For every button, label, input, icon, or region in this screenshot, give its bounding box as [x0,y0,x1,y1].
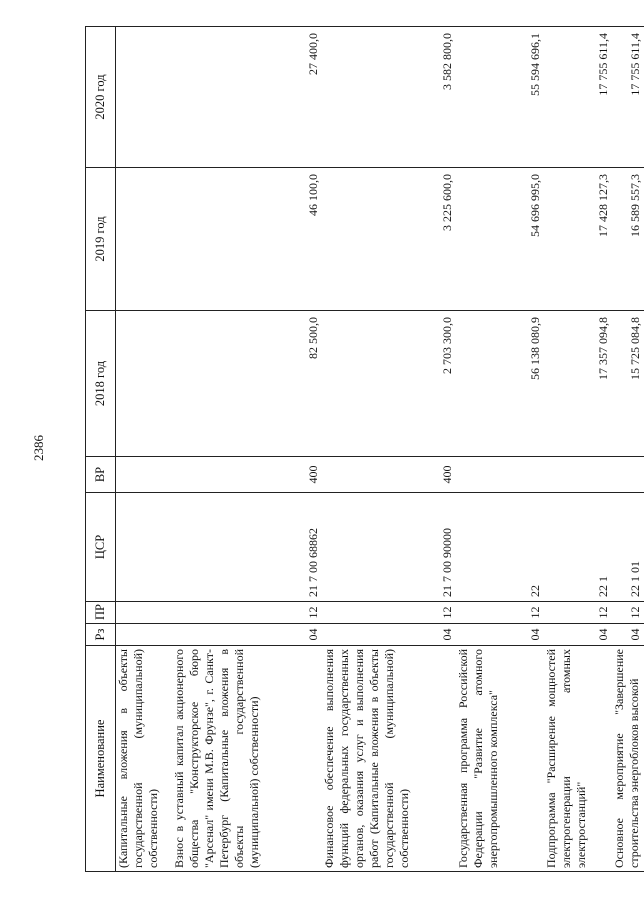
row-2018: 15 725 084,8 [612,311,644,457]
row-vr [456,457,544,493]
row-name: (Капитальные вложения в объекты государственной (муниципальной) собственности) [116,646,172,872]
row-2018: 17 357 094,8 [544,311,612,457]
row-2020 [116,27,172,168]
row-2018: 2 703 300,0 [322,311,456,457]
header-vr: ВР [86,457,116,493]
row-2020: 55 594 696,1 [456,27,544,168]
row-rz: 04 [612,624,644,646]
header-2019: 2019 год [86,168,116,311]
row-2019: 17 428 127,3 [544,168,612,311]
row-csr: 21 7 00 68862 [172,493,322,602]
row-rz: 04 [172,624,322,646]
row-csr [116,493,172,602]
row-2018 [116,311,172,457]
budget-table [85,26,644,872]
page-number: 2386 [31,435,46,461]
row-csr: 22 1 [544,493,612,602]
row-rz: 04 [322,624,456,646]
header-2018: 2018 год [86,311,116,457]
row-2019: 54 696 995,0 [456,168,544,311]
rotated-page-content [85,27,642,872]
row-csr: 22 1 01 [612,493,644,602]
row-2019: 3 225 600,0 [322,168,456,311]
row-2020: 17 755 611,4 [612,27,644,168]
row-2020: 17 755 611,4 [544,27,612,168]
row-2019: 46 100,0 [172,168,322,311]
row-rz [116,624,172,646]
row-2019 [116,168,172,311]
row-name: Взнос в уставный капитал акционерного общества "Конструкторское бюро "Арсенал" имени М.В. Фрунзе", г. Санкт-Петербург (Капитальные вложения в объекты государственной (муниципальной) собственности) [172,646,322,872]
row-rz: 04 [544,624,612,646]
row-rz: 04 [456,624,544,646]
row-name: Государственная программа Российской Федерации "Развитие атомного энергопромышленного комплекса" [456,646,544,872]
header-name: Наименование [86,646,116,872]
row-2020: 27 400,0 [172,27,322,168]
row-2020: 3 582 800,0 [322,27,456,168]
row-2018: 56 138 080,9 [456,311,544,457]
row-pr: 12 [544,602,612,624]
row-vr [116,457,172,493]
table-row [456,27,544,872]
row-vr [544,457,612,493]
table-row [322,27,456,872]
row-2019: 16 589 557,3 [612,168,644,311]
row-2018: 82 500,0 [172,311,322,457]
table-row [544,27,612,872]
row-vr [612,457,644,493]
row-csr: 21 7 00 90000 [322,493,456,602]
row-pr: 12 [456,602,544,624]
row-pr: 12 [612,602,644,624]
row-pr: 12 [322,602,456,624]
row-name: Подпрограмма "Расширение мощностей электрогенерации атомных электростанций" [544,646,612,872]
row-vr: 400 [172,457,322,493]
row-pr [116,602,172,624]
row-name: Финансовое обеспечение выполнения функций федеральных государственных органов, оказания услуг и выполнения работ (Капитальные вложения в объекты государственной (муниципальной) собственности) [322,646,456,872]
table-row [116,27,172,872]
header-2020: 2020 год [86,27,116,168]
table-header-row [86,27,116,872]
table-row [612,27,644,872]
header-rz: Рз [86,624,116,646]
table-row [172,27,322,872]
row-name: Основное мероприятие "Завершение строительства энергоблоков высокой [612,646,644,872]
header-pr: ПР [86,602,116,624]
row-vr: 400 [322,457,456,493]
row-pr: 12 [172,602,322,624]
row-csr: 22 [456,493,544,602]
header-csr: ЦСР [86,493,116,602]
